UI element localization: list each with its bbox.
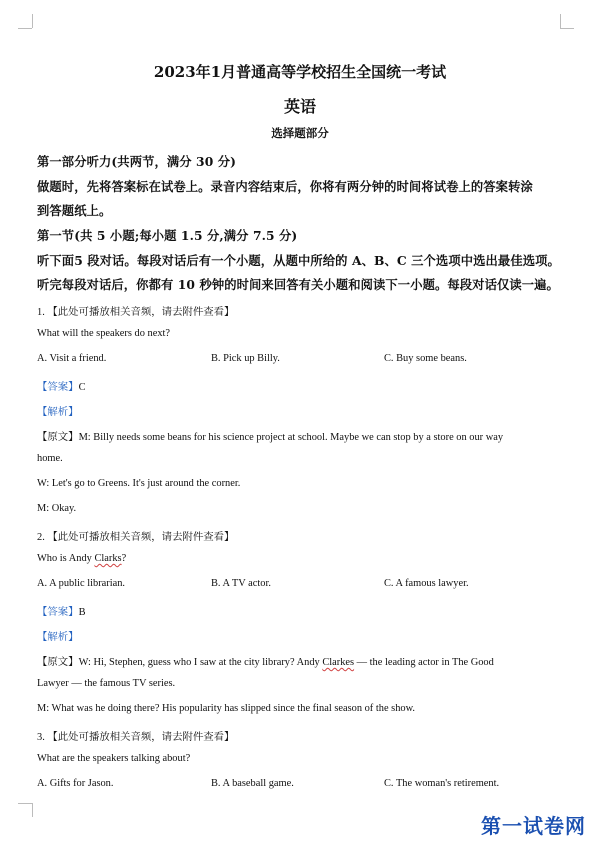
q1-option-b: B. Pick up Billy. [211, 353, 280, 364]
answer-value: C [78, 382, 86, 393]
q1-option-c: C. Buy some beans. [384, 353, 467, 364]
q3-option-b: B. A baseball game. [211, 778, 294, 789]
answer-tag: 【答案】 [37, 382, 79, 393]
part1-heading: 第一部分听力(共两节，满分 30 分) [37, 154, 237, 169]
note-line-1: 做题时，先将答案标在试卷上。录音内容结束后，你将有两分钟的时间将试卷上的答案转涂 [37, 179, 533, 194]
section1-line-1: 听下面5 段对话。每段对话后有一个小题，从题中所给的 A、B、C 三个选项中选出最佳选项。 [37, 253, 560, 268]
q1-answer [37, 378, 86, 393]
q2-transcript-3: M: What was he doing there? His popularity has slipped since the final season of the show. [37, 703, 416, 714]
q1-question: What will the speakers do next? [37, 328, 171, 339]
section-title: 选择题部分 [271, 126, 329, 140]
q1-option-a: A. Visit a friend. [37, 353, 107, 364]
q1-transcript-3: W: Let's go to Greens. It's just around the corner. [37, 478, 241, 489]
q3-option-a: A. Gifts for Jason. [37, 778, 114, 789]
section1-heading: 第一节(共 5 小题;每小题 1.5 分,满分 7.5 分) [37, 228, 298, 243]
q2-option-c: C. A famous lawyer. [384, 578, 469, 589]
q3-question: What are the speakers talking about? [37, 753, 191, 764]
q1-analysis-tag: 【解析】 [37, 407, 79, 418]
q2-option-a: A. A public librarian. [37, 578, 126, 589]
subject-title: 英语 [283, 97, 316, 116]
section1-line-2: 听完每段对话后，你都有 10 秒钟的时间来回答有关小题和阅读下一小题。每段对话仅读一遍。 [37, 277, 559, 292]
q3-audio-link[interactable]: 3. 【此处可播放相关音频，请去附件查看】 [37, 732, 235, 743]
answer-value: B [78, 607, 86, 618]
transcript-tag: 【原文】 [37, 657, 79, 668]
q2-transcript-2: Lawyer — the famous TV series. [37, 678, 176, 689]
q2-analysis-tag: 【解析】 [37, 632, 79, 643]
question-mark: ? [121, 553, 127, 564]
spellcheck-word: Clarkes [322, 657, 355, 668]
q3-option-c: C. The woman's retirement. [384, 778, 500, 789]
transcript-text: M: Billy needs some beans for his science project at school. Maybe we can stop by a store on our way [78, 432, 504, 443]
transcript-text-end: — the leading actor in The Good [354, 657, 494, 668]
transcript-text: W: Hi, Stephen, guess who I saw at the city library? Andy [78, 657, 323, 668]
spellcheck-word: Clarks [94, 553, 122, 564]
question-text: Who is Andy [37, 553, 95, 564]
answer-tag: 【答案】 [37, 607, 79, 618]
q1-transcript-2: home. [37, 453, 63, 464]
q2-answer [37, 603, 86, 618]
q1-transcript-4: M: Okay. [37, 503, 77, 514]
transcript-tag: 【原文】 [37, 432, 79, 443]
q2-option-b: B. A TV actor. [211, 578, 271, 589]
exam-title: 2023年1月普通高等学校招生全国统一考试 [153, 63, 447, 81]
note-line-2: 到答题纸上。 [37, 203, 112, 218]
site-watermark: 第一试卷网 [481, 814, 586, 838]
q1-audio-link[interactable]: 1. 【此处可播放相关音频，请去附件查看】 [37, 307, 235, 318]
q2-transcript-1 [37, 653, 494, 668]
q2-audio-link[interactable]: 2. 【此处可播放相关音频，请去附件查看】 [37, 532, 235, 543]
q1-transcript-1 [37, 428, 503, 443]
q2-question [37, 553, 126, 564]
